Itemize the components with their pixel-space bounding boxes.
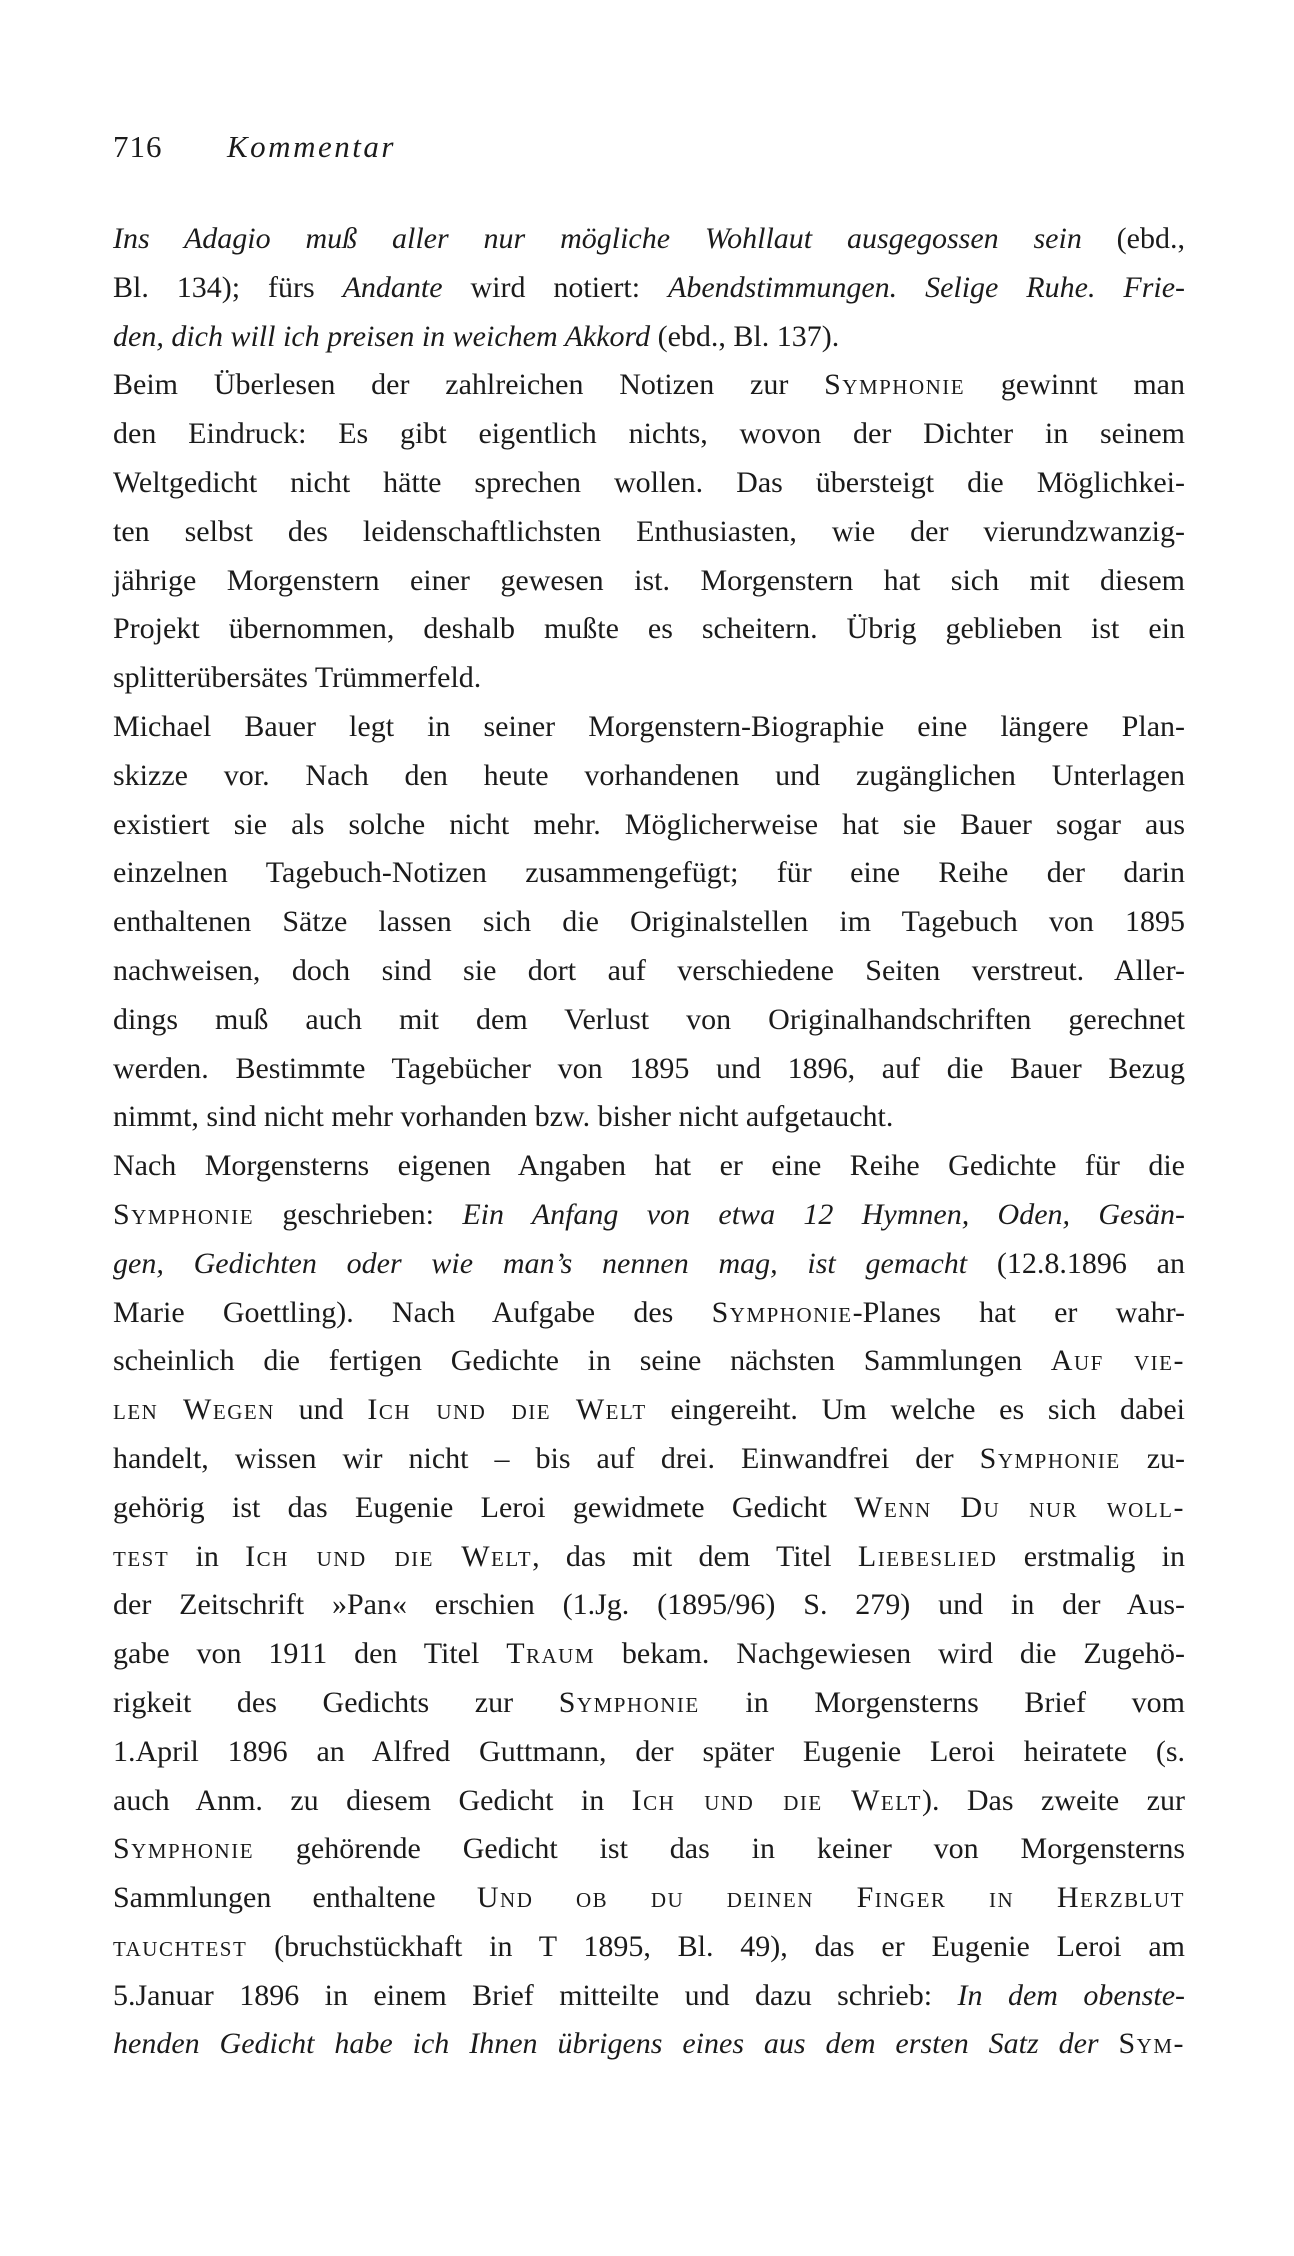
- text-line: 5.Januar 1896 in einem Brief mitteilte und dazu schrieb: In dem obenste-: [113, 1978, 1185, 2012]
- text-line: der Zeitschrift »Pan« erschien (1.Jg. (1895/96) S. 279) und in der Aus-: [113, 1588, 1185, 1622]
- text-line: gabe von 1911 den Titel Traum bekam. Nachgewiesen wird die Zugehö-: [113, 1637, 1185, 1671]
- text-line: 1.April 1896 an Alfred Guttmann, der später Eugenie Leroi heiratete (s.: [113, 1734, 1185, 1768]
- text-line: Symphonie gehörende Gedicht ist das in keiner von Morgensterns: [113, 1832, 1185, 1866]
- text-line: Symphonie geschrieben: Ein Anfang von etwa 12 Hymnen, Oden, Gesän-: [113, 1197, 1185, 1231]
- text-line: Sammlungen enthaltene Und ob du deinen Finger in Herzblut: [113, 1881, 1185, 1915]
- text-line: nimmt, sind nicht mehr vorhanden bzw. bisher nicht aufgetaucht.: [113, 1100, 894, 1134]
- text-line: enthaltenen Sätze lassen sich die Originalstellen im Tagebuch von 1895: [113, 905, 1185, 939]
- text-line: Nach Morgensterns eigenen Angaben hat er eine Reihe Gedichte für die: [113, 1149, 1185, 1183]
- text-line: einzelnen Tagebuch-Notizen zusammengefügt; für eine Reihe der darin: [113, 856, 1185, 890]
- text-line: Bl. 134); fürs Andante wird notiert: Abendstimmungen. Selige Ruhe. Frie-: [113, 270, 1186, 304]
- text-line: handelt, wissen wir nicht – bis auf drei. Einwandfrei der Symphonie zu-: [113, 1441, 1185, 1475]
- text-line: existiert sie als solche nicht mehr. Möglicherweise hat sie Bauer sogar aus: [113, 807, 1185, 841]
- text-line: Marie Goettling). Nach Aufgabe des Symphonie-Planes hat er wahr-: [113, 1295, 1185, 1329]
- text-line: gen, Gedichten oder wie man’s nennen mag, ist gemacht (12.8.1896 an: [113, 1246, 1186, 1280]
- text-line: test in Ich und die Welt, das mit dem Titel Liebeslied erstmalig in: [113, 1539, 1185, 1573]
- text-line: henden Gedicht habe ich Ihnen übrigens eines aus dem ersten Satz der Sym-: [113, 2027, 1185, 2061]
- text-line: skizze vor. Nach den heute vorhandenen und zugänglichen Unterlagen: [113, 758, 1185, 792]
- text-line: den, dich will ich preisen in weichem Akkord (ebd., Bl. 137).: [113, 319, 840, 353]
- body-text: [113, 215, 1185, 2069]
- running-title: Kommentar: [227, 129, 396, 164]
- text-line: Ins Adagio muß aller nur mögliche Wohllaut ausgegossen sein (ebd.,: [113, 222, 1185, 255]
- text-line: gehörig ist das Eugenie Leroi gewidmete Gedicht Wenn Du nur woll-: [113, 1490, 1185, 1524]
- text-line: Projekt übernommen, deshalb mußte es scheitern. Übrig geblieben ist ein: [113, 612, 1185, 646]
- text-line: werden. Bestimmte Tagebücher von 1895 und 1896, auf die Bauer Bezug: [113, 1051, 1185, 1085]
- text-line: nachweisen, doch sind sie dort auf verschiedene Seiten verstreut. Aller-: [113, 953, 1185, 987]
- text-line: auch Anm. zu diesem Gedicht in Ich und die Welt). Das zweite zur: [113, 1783, 1185, 1817]
- text-line: Beim Überlesen der zahlreichen Notizen zur Symphonie gewinnt man: [113, 368, 1185, 402]
- text-line: scheinlich die fertigen Gedichte in seine nächsten Sammlungen Auf vie-: [113, 1344, 1185, 1378]
- text-line: dings muß auch mit dem Verlust von Originalhandschriften gerechnet: [113, 1002, 1185, 1036]
- text-line: tauchtest (bruchstückhaft in T 1895, Bl. 49), das er Eugenie Leroi am: [113, 1929, 1185, 1963]
- text-line: splitterübersätes Trümmerfeld.: [113, 661, 482, 695]
- text-line: rigkeit des Gedichts zur Symphonie in Morgensterns Brief vom: [113, 1685, 1185, 1719]
- text-line: den Eindruck: Es gibt eigentlich nichts, wovon der Dichter in seinem: [113, 417, 1185, 451]
- text-line: jährige Morgenstern einer gewesen ist. Morgenstern hat sich mit diesem: [113, 563, 1185, 597]
- page-header: [113, 128, 1185, 166]
- text-line: ten selbst des leidenschaftlichsten Enthusiasten, wie der vierundzwanzig-: [113, 514, 1185, 548]
- text-line: len Wegen und Ich und die Welt eingereiht. Um welche es sich dabei: [113, 1393, 1185, 1427]
- text-line: Weltgedicht nicht hätte sprechen wollen. Das übersteigt die Möglichkei-: [113, 465, 1185, 499]
- page-number: 716: [113, 129, 163, 164]
- text-line: Michael Bauer legt in seiner Morgenstern-Biographie eine längere Plan-: [113, 709, 1185, 743]
